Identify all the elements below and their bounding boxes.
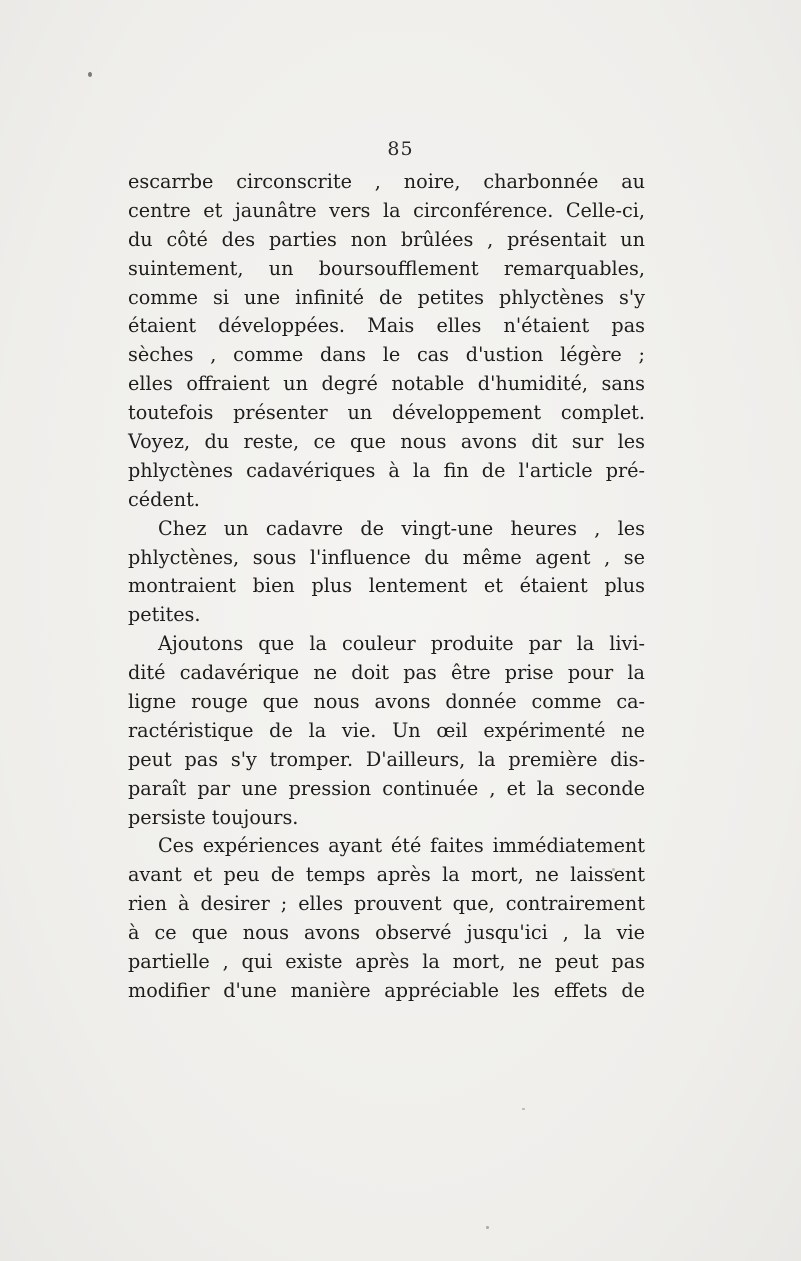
- paper-speck: [486, 1226, 489, 1229]
- text-line: toutefois présenter un développement complet.: [128, 401, 645, 425]
- text-line: rien à desirer ; elles prouvent que, contrairement: [128, 892, 645, 916]
- text-line: paraît par une pression continuée , et la seconde: [128, 776, 645, 800]
- text-line: persiste toujours.: [128, 805, 299, 829]
- text-line: Voyez, du reste, ce que nous avons dit sur les: [128, 430, 645, 454]
- text-line: à ce que nous avons observé jusqu'ici , la vie: [128, 921, 645, 945]
- text-line: escarrbe circonscrite , noire, charbonnée au: [128, 170, 645, 193]
- text-line: ractéristique de la vie. Un œil expérimenté ne: [128, 718, 645, 742]
- text-line: Ajoutons que la couleur produite par la livi-: [158, 632, 645, 656]
- text-line: modifier d'une manière appréciable les effets de: [128, 978, 645, 1002]
- text-line: suintement, un boursoufflement remarquables,: [128, 256, 645, 280]
- text-line: centre et jaunâtre vers la circonférence. Celle-ci,: [128, 198, 645, 222]
- text-line: phlyctènes, sous l'influence du même agent , se: [128, 545, 645, 569]
- text-line: ligne rouge que nous avons donnée comme ca-: [128, 690, 645, 714]
- paper-speck: [522, 1108, 525, 1110]
- page-number: 85: [387, 138, 414, 160]
- paper-speck: [88, 72, 92, 77]
- text-line: phlyctènes cadavériques à la fin de l'article pré-: [128, 458, 645, 482]
- text-line: petites.: [128, 603, 201, 627]
- text-line: Chez un cadavre de vingt-une heures , les: [158, 516, 645, 540]
- text-line: avant et peu de temps après la mort, ne laissent: [128, 863, 645, 887]
- text-line: montraient bien plus lentement et étaient plus: [128, 574, 645, 598]
- text-line: elles offraient un degré notable d'humidité, sans: [128, 372, 645, 396]
- text-line: dité cadavérique ne doit pas être prise pour la: [128, 661, 645, 685]
- text-line: cédent.: [128, 487, 200, 511]
- text-line: étaient développées. Mais elles n'étaient pas: [128, 314, 645, 338]
- text-line: sèches , comme dans le cas d'ustion légère ;: [128, 343, 645, 367]
- text-line: Ces expériences ayant été faites immédiatement: [158, 834, 645, 858]
- text-line: peut pas s'y tromper. D'ailleurs, la première dis-: [128, 747, 645, 771]
- body-text: [128, 168, 645, 1006]
- text-line: partielle , qui existe après la mort, ne peut pas: [128, 950, 645, 974]
- text-line: comme si une infinité de petites phlyctènes s'y: [128, 285, 645, 309]
- text-line: du côté des parties non brûlées , présentait un: [128, 227, 645, 251]
